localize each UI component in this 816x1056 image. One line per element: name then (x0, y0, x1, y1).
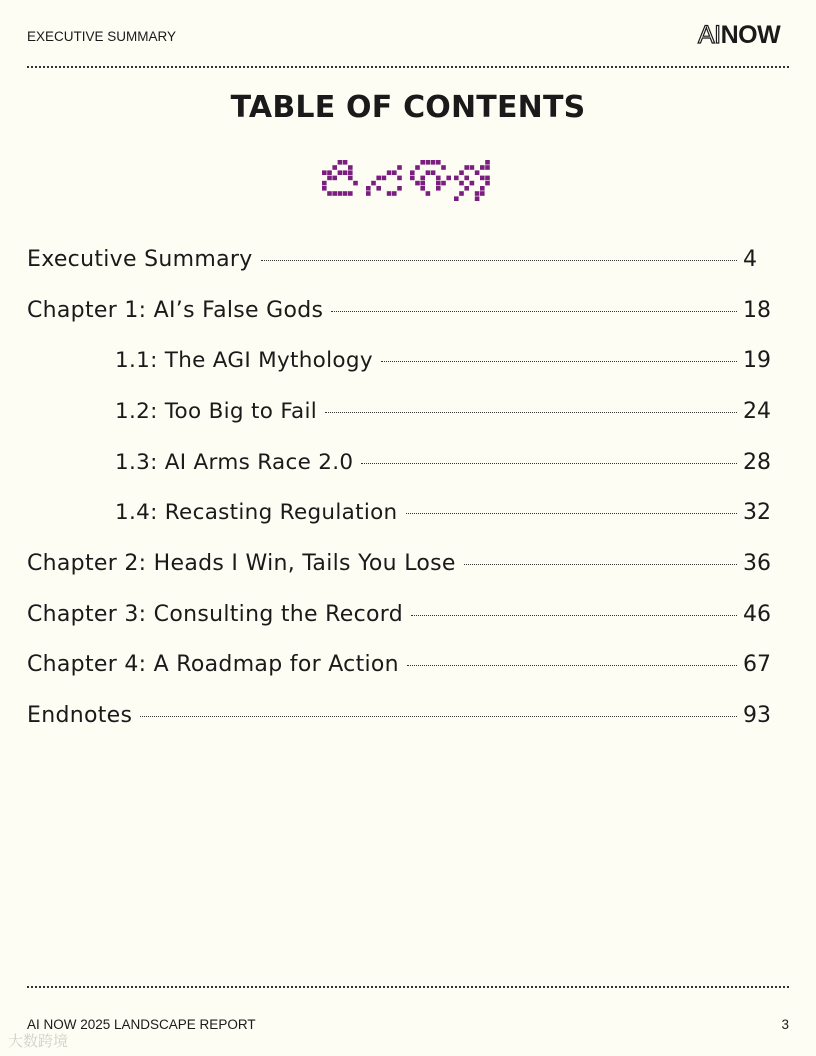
toc-entry-1-2[interactable] (115, 394, 779, 428)
glyph-pixel (485, 165, 490, 170)
glyph-pixel (338, 191, 343, 196)
glyph-pixel (441, 165, 446, 170)
glyph-pixel (470, 165, 475, 170)
toc-entry-label: 1.4: Recasting Regulation (115, 499, 398, 525)
glyph-pixel (387, 170, 392, 175)
glyph-pixel (446, 176, 451, 181)
glyph-pixel (376, 176, 381, 181)
glyph-pixel (464, 186, 469, 191)
glyph-pixel (480, 191, 485, 196)
glyph-pixel (464, 165, 469, 170)
glyph-pixel (343, 191, 348, 196)
toc-leader-dots (140, 716, 737, 717)
watermark: 大数跨境 (8, 1032, 69, 1050)
toc-entry-label: Chapter 3: Consulting the Record (27, 601, 403, 627)
glyph-pixel (485, 160, 490, 165)
toc-entry-page: 28 (743, 449, 771, 475)
glyph-pixel (415, 181, 420, 186)
toc-leader-dots (411, 615, 737, 616)
glyph-pixel (475, 196, 480, 201)
glyph-pixel (475, 170, 480, 175)
glyph-pixel (420, 186, 425, 191)
toc-entry-page: 19 (743, 347, 771, 373)
glyph-pixel (338, 160, 343, 165)
toc-entry-label: 1.3: AI Arms Race 2.0 (115, 449, 354, 475)
glyph-pixel (332, 176, 337, 181)
toc-entry-page: 46 (743, 601, 771, 627)
glyph-pixel (459, 181, 464, 186)
glyph-pixel (420, 176, 425, 181)
toc-leader-dots (261, 260, 737, 261)
glyph-pixel (338, 170, 343, 175)
toc-leader-dots (331, 311, 737, 312)
glyph-pixel (436, 181, 441, 186)
glyph-pixel (397, 186, 402, 191)
header-section-label: EXECUTIVE SUMMARY (27, 29, 177, 44)
glyph-pixel (480, 186, 485, 191)
toc-entry-label: 1.1: The AGI Mythology (115, 347, 373, 373)
page-title: TABLE OF CONTENTS (230, 90, 586, 125)
glyph-pixel (348, 170, 353, 175)
glyph-pixel (475, 191, 480, 196)
toc-entry-page: 32 (743, 499, 771, 525)
toc-entry-label: Executive Summary (27, 246, 253, 272)
toc-entry-1-3[interactable] (115, 445, 779, 479)
glyph-pixel (397, 165, 402, 170)
toc-entry-label: Endnotes (27, 702, 133, 728)
glyph-pixel (436, 160, 441, 165)
logo-now-text: NOW (720, 21, 781, 49)
header-divider (27, 66, 789, 68)
glyph-pixel (382, 176, 387, 181)
toc-entry-label: Chapter 1: AI’s False Gods (27, 297, 324, 323)
glyph-pixel (327, 176, 332, 181)
footer-report-label: AI NOW 2025 LANDSCAPE REPORT (27, 1017, 256, 1032)
glyph-pixel (454, 196, 459, 201)
glyph-pixel (459, 191, 464, 196)
toc-entry-page: 24 (743, 398, 771, 424)
glyph-pixel (371, 181, 376, 186)
glyph-pixel (431, 170, 436, 175)
glyph-pixel (420, 181, 425, 186)
glyph-pixel (348, 176, 353, 181)
glyph-pixel (343, 160, 348, 165)
glyph-pixel (480, 165, 485, 170)
glyph-pixel (426, 160, 431, 165)
glyph-pixel (366, 186, 371, 191)
glyph-pixel (387, 191, 392, 196)
toc-leader-dots (361, 463, 737, 464)
glyph-pixel (436, 186, 441, 191)
toc-entry-page: 93 (743, 702, 771, 728)
glyph-pixel (470, 181, 475, 186)
glyph-pixel (327, 170, 332, 175)
glyph-pixel (464, 176, 469, 181)
glyph-pixel (322, 170, 327, 175)
glyph-pixel (332, 191, 337, 196)
glyph-pixel (420, 160, 425, 165)
decorative-pixel-glyphs (322, 160, 494, 204)
toc-entry-page: 36 (743, 550, 771, 576)
glyph-pixel (392, 191, 397, 196)
glyph-pixel (480, 176, 485, 181)
glyph-pixel (332, 165, 337, 170)
glyph-pixel (343, 170, 348, 175)
glyph-pixel (397, 176, 402, 181)
toc-entry-endnotes[interactable] (27, 698, 779, 732)
glyph-pixel (485, 181, 490, 186)
glyph-pixel (353, 181, 358, 186)
toc-leader-dots (381, 361, 737, 362)
toc-entry-chapter-3[interactable] (27, 597, 779, 631)
glyph-pixel (322, 181, 327, 186)
glyph-pixel (322, 186, 327, 191)
glyph-pixel (454, 176, 459, 181)
glyph-pixel (426, 170, 431, 175)
glyph-pixel (348, 191, 353, 196)
glyph-pixel (410, 170, 415, 175)
toc-entry-page: 67 (743, 651, 771, 677)
toc-entry-1-4[interactable] (115, 495, 779, 529)
glyph-pixel (392, 170, 397, 175)
toc-entry-chapter-2[interactable] (27, 546, 779, 580)
glyph-pixel (415, 165, 420, 170)
toc-leader-dots (407, 665, 737, 666)
toc-leader-dots (325, 412, 737, 413)
footer-divider (27, 986, 789, 988)
toc-entry-label: Chapter 4: A Roadmap for Action (27, 651, 399, 677)
toc-leader-dots (406, 513, 738, 514)
toc-entry-label: 1.2: Too Big to Fail (115, 398, 318, 424)
glyph-pixel (376, 186, 381, 191)
glyph-pixel (426, 191, 431, 196)
toc-entry-executive-summary[interactable] (27, 242, 779, 276)
glyph-pixel (327, 191, 332, 196)
glyph-pixel (459, 170, 464, 175)
ai-now-logo (698, 23, 780, 48)
toc-entry-page: 18 (743, 297, 771, 323)
logo-ai-text: AI (698, 21, 721, 49)
glyph-pixel (436, 176, 441, 181)
glyph-pixel (410, 176, 415, 181)
toc-entry-1-1[interactable] (115, 343, 779, 377)
glyph-pixel (366, 191, 371, 196)
glyph-pixel (431, 160, 436, 165)
toc-entry-label: Chapter 2: Heads I Win, Tails You Lose (27, 550, 456, 576)
glyph-pixel (348, 165, 353, 170)
toc-leader-dots (464, 564, 737, 565)
toc-entry-chapter-1[interactable] (27, 293, 779, 327)
toc-entry-page: 4 (743, 246, 757, 272)
glyph-pixel (441, 181, 446, 186)
glyph-pixel (485, 176, 490, 181)
toc-entry-chapter-4[interactable] (27, 647, 779, 681)
footer-page-number: 3 (781, 1017, 789, 1032)
